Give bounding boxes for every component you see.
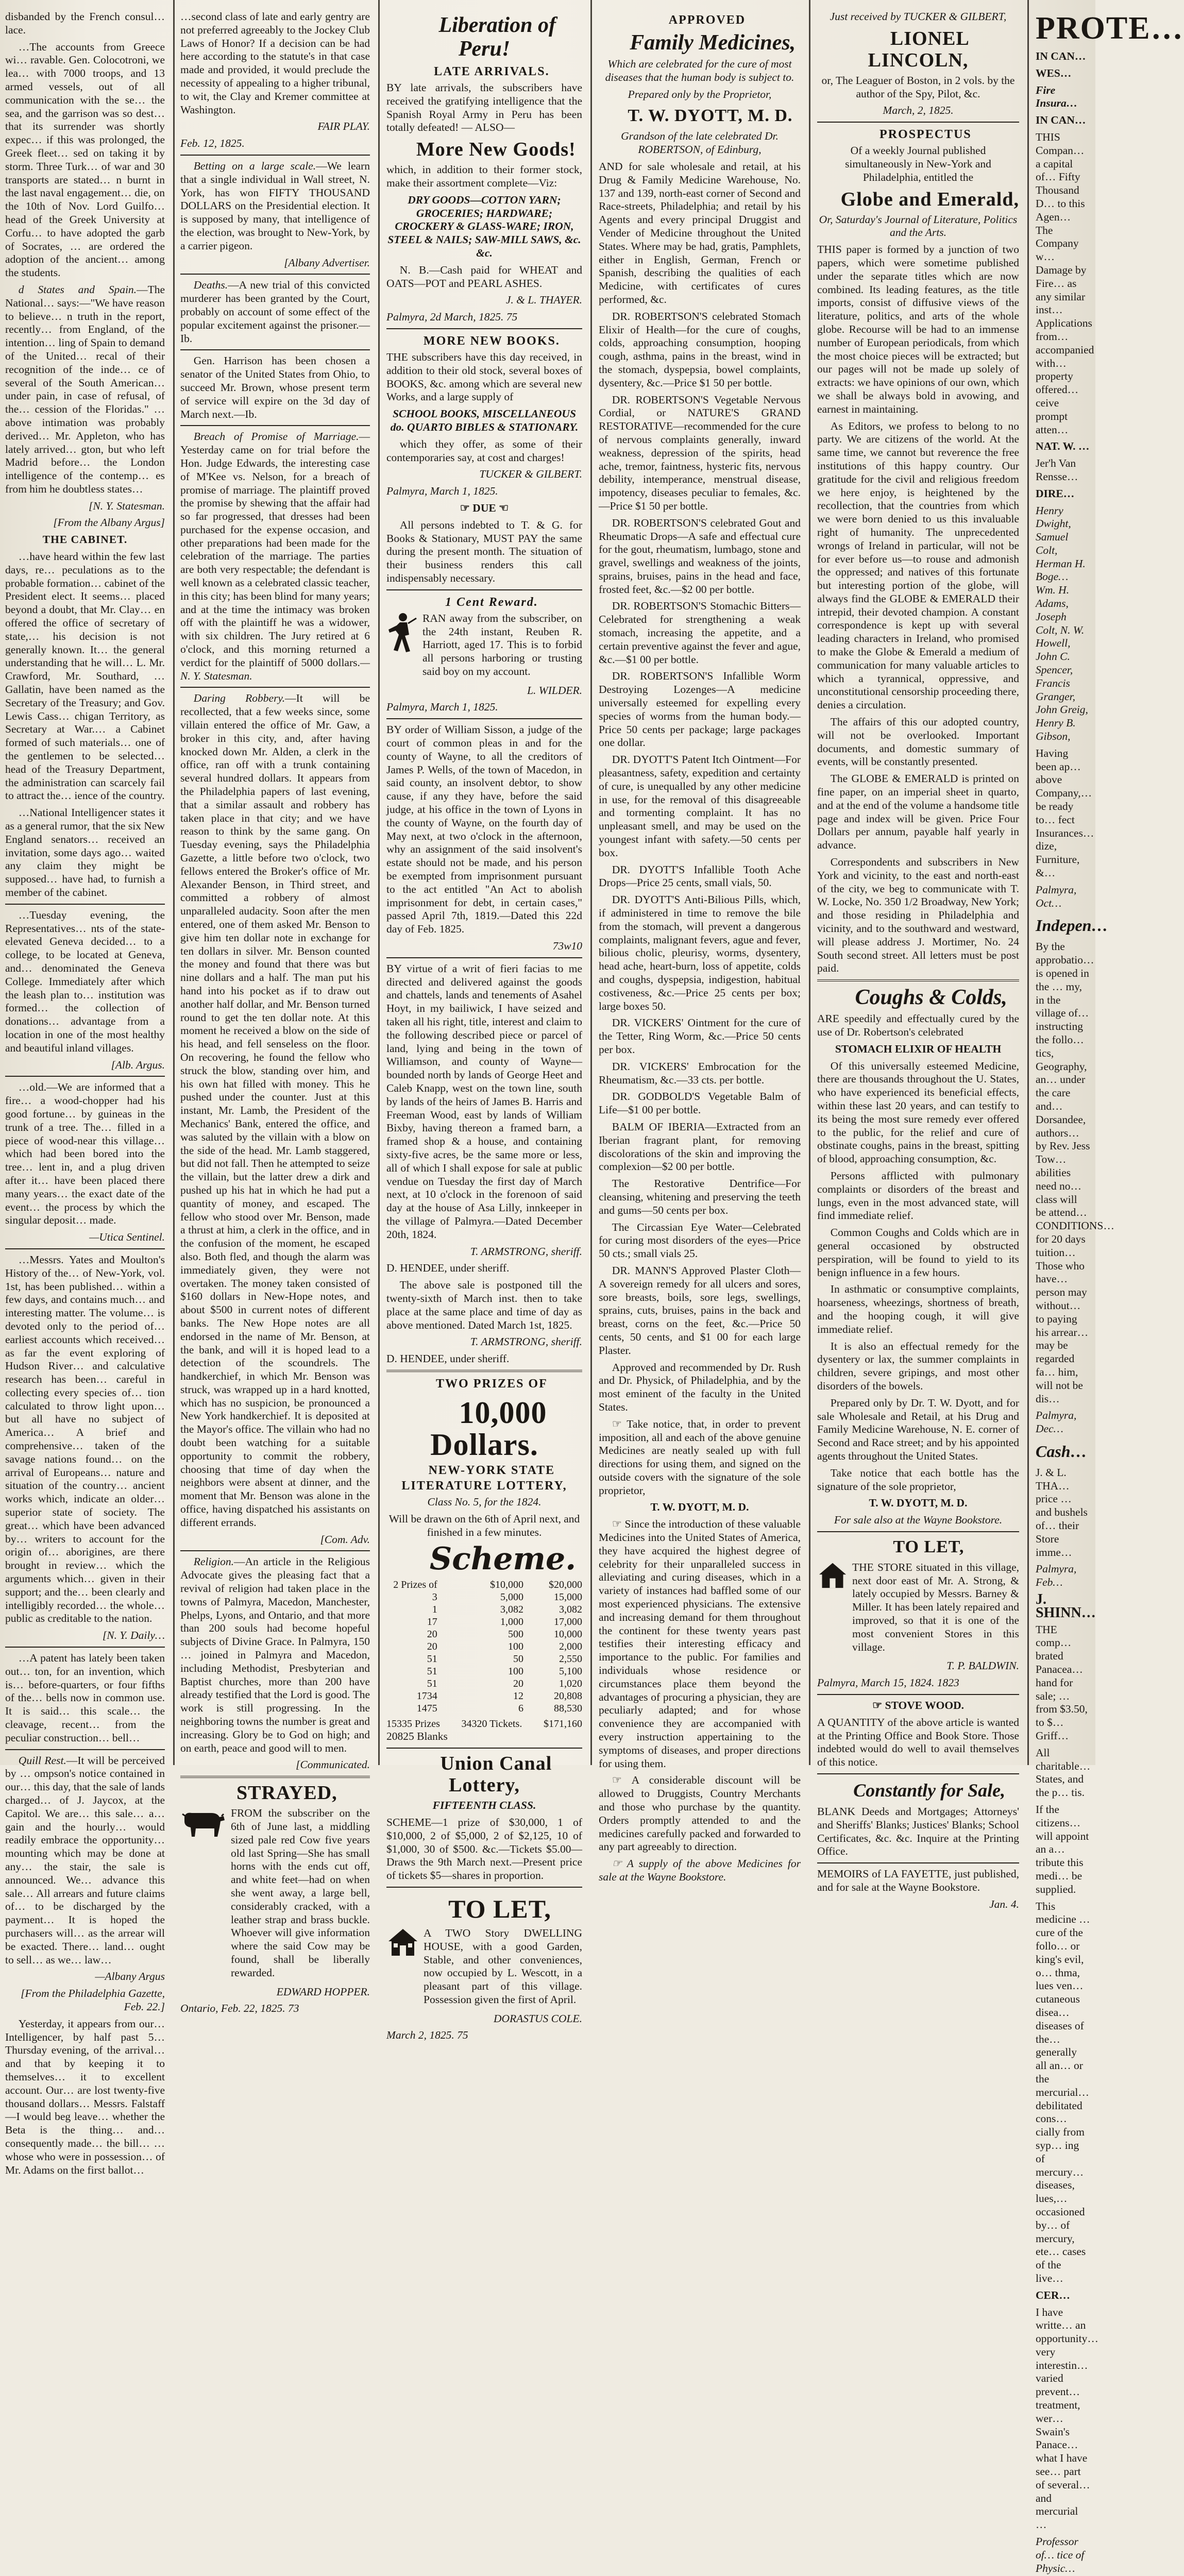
- scheme-count: 3: [432, 1591, 437, 1603]
- lottery-subheading: FIFTEENTH CLASS.: [432, 1799, 536, 1812]
- article-us-spain: [5, 283, 165, 496]
- separator: [180, 274, 370, 275]
- article-source: —N. Y. Statesman.: [180, 656, 370, 682]
- article-heading: Religion.: [193, 1555, 234, 1568]
- medicine-item: DR. DYOTT'S Anti-Bilious Pills, which, if administered in time to remove the bile from the stomach, will prevent a dangerous complaints, malignant fevers, ague and fever, bilious cholic, pleurisy, worms, dysentery, head ache, heart-burn, loss of appetite, colds and coughs, dyspepsia, indigestion, habitual costiveness, &c.—Price 25 cents per box; large boxes 50.: [599, 893, 801, 1012]
- scheme-prize: 5,000: [500, 1591, 523, 1603]
- ad-subheading: APPROVED: [668, 13, 746, 27]
- separator: [386, 1370, 582, 1372]
- scheme-amount: 5,100: [559, 1666, 582, 1677]
- article-source: [Alb. Argus.: [111, 1058, 165, 1071]
- ad-intro: Just received by TUCKER & GILBERT,: [830, 10, 1007, 23]
- separator: [386, 957, 582, 958]
- ad-heading: Coughs & Colds,: [855, 986, 1007, 1010]
- ad-fragment: CER…: [1036, 2289, 1070, 2301]
- article-geneva: …Tuesday evening, the Representatives… nts of the state-elevated Geneva decided… to a college, to be located at Geneva, and… denominated the Geneva College. Immediately after which the leash plan to… institution was formed… the collection of donations… advantage from a location in one of the most healthy and beautiful inland villages.: [5, 908, 165, 1054]
- ad-list: SCHOOL BOOKS, MISCELLANEOUS do. QUARTO BIBLES & STATIONARY.: [390, 408, 579, 433]
- ad-heading: TO LET,: [893, 1537, 965, 1556]
- scheme-count: 20: [427, 1629, 437, 1640]
- lottery-totals: [386, 1718, 582, 1730]
- notice-insolvent: BY order of William Sisson, a judge of the court of common pleas in and for the county of Wayne, to all the creditors of James P. Wells, of the town of Macedon, in said county, an insolvent debtor, to show cause, if any they have, before the said judge, at his office in the town of Lyons in the county of Wayne, on the fourth day of May next, at two o'clock in the afternoon, why an assignment of the said insolvent's estate should not be made, and his person be exempted from imprisonment pursuant to the act entitled "An Act to abolish imprisonment for debt, in certain cases," passed April 7th, 1819.—Dated this 22d day of Feb. 1825.: [386, 723, 582, 936]
- separator: [386, 718, 582, 719]
- article-greece: …The accounts from Greece wi… ravable. Gen. Colocotroni, we lea… with 7000 troops, and 13 armed vessels, out of all communication with the se… the sea, and the garrison was so dest… that its surrender was shortly expec… if this was prolonged, the Greek fleet… sed on taking it by storm. Three Turk… of war and 30 transports are stated… n burnt in the last naval engagement… die, on the 10th of Nov. Lord Guilfo… head of the Greek University at Corfu… to have adopted the garb of Socrates, … are ordered the adoption of the ancient… among the students.: [5, 40, 165, 279]
- ad-notice: ☞ A supply of the above Medicines for sale at the Wayne Bookstore.: [599, 1857, 801, 1883]
- medicine-item: DR. GODBOLD'S Vegetable Balm of Life—$1 00 per bottle.: [599, 1090, 801, 1116]
- ad-heading: LIONEL LINCOLN,: [868, 27, 970, 71]
- scheme-row: [386, 1702, 582, 1715]
- ad-reward: [386, 612, 582, 682]
- ad-date: [180, 2002, 370, 2015]
- ad-text: Persons afflicted with pulmonary complaints or disorders of the breast and lungs, even in the most advanced state, will find immediate relief.: [817, 1169, 1019, 1222]
- ad-heading: TO LET,: [448, 1894, 551, 1923]
- ad-fragment: IN CAN…: [1036, 50, 1086, 62]
- separator: [817, 979, 1019, 981]
- medicine-item: DR. ROBERTSON'S Vegetable Nervous Cordial, or NATURE'S GRAND RESTORATIVE—recommended for the cure of nervous complaints generally, inward weakness, depression of the spirits, head ache, tremor, faintness, hysteric fits, nervous debility, intemperance, menstrual disease, impotency, diseases peculiar to females, &c.—Price $1 50 per bottle.: [599, 393, 801, 512]
- ad-text: MEMOIRS of LA FAYETTE, just published, and for sale at the Wayne Bookstore.: [817, 1868, 1019, 1894]
- article-text: —We learn that a single individual in Wall street, N. York, has won FIFTY THOUSAND DOLLARS on the Presidential election. It is supposed by many, that intelligence of the election, was brought to New-York, by a carrier pigeon.: [180, 159, 370, 252]
- column-3: [381, 10, 587, 2042]
- ad-fragment: Jer'h Van Rensse…: [1036, 457, 1078, 483]
- article-source: [Albany Advertiser.: [284, 256, 370, 269]
- cow-icon: [180, 1807, 227, 1842]
- separator: [386, 328, 582, 329]
- ad-heading: STRAYED,: [236, 1782, 337, 1804]
- scheme-row: [386, 1616, 582, 1628]
- separator: [5, 1076, 165, 1077]
- notice-signature: D. HENDEE, under sheriff.: [386, 1262, 510, 1275]
- scheme-amount: 10,000: [553, 1629, 582, 1640]
- lottery-scheme-table: [386, 1579, 582, 1715]
- notice-text: The above sale is postponed till the twenty-sixth of March inst. then to take place at the same place and time of day as above mentioned. Dated March 1st, 1825.: [386, 1279, 582, 1331]
- article-heading: Breach of Promise of Marriage.: [193, 430, 359, 443]
- ad-fragment: J. SHINN…: [1036, 1591, 1096, 1621]
- article-intelligencer: …National Intelligencer states it as a general rumor, that the six New England senators… received an invitation, some days ago… waited any claim they might be supposed… have had, to furnish a member of the cabinet.: [5, 806, 165, 899]
- ad-text: which, in addition to their former stock, make their assortment complete—Viz:: [386, 163, 582, 189]
- medicine-item: DR. VICKERS' Ointment for the cure of the Tetter, Ring Worm, &c.—Price 50 cents per box.: [599, 1016, 801, 1056]
- ad-fragment: DIRE…: [1036, 487, 1075, 500]
- ad-text: BLANK Deeds and Mortgages; Attorneys' and Sheriffs' Blanks; Justices' Blanks; School Certificates, &c. &c. Inquire at the Printing Office.: [817, 1805, 1019, 1858]
- article-source: [N. Y. Statesman.: [89, 499, 165, 512]
- scheme-row: [386, 1665, 582, 1677]
- ad-fragment: I have writte… an opportunity… very interestin… varied prevent… treatment, wer… Swain's Panace… what I have see… part of several… and mercurial …: [1036, 2306, 1098, 2531]
- scheme-row: [386, 1579, 582, 1591]
- scheme-amount: 20,808: [553, 1690, 582, 1702]
- lottery-text: SCHEME—1 prize of $30,000, 1 of $10,000, 2 of $5,000, 2 of $2,125, 10 of $1,000, 30 of $500. &c.—Tickets $5.00—Draws the 9th March next.—Present price of tickets $5—shares in proportion.: [386, 1816, 582, 1882]
- article-source: [Com. Adv.: [320, 1533, 370, 1546]
- ad-text: Common Coughs and Colds which are in general occasioned by obstructed perspiration, will be found to yield to its benign influence in a few hours.: [817, 1226, 1019, 1279]
- ad-signature: L. WILDER.: [527, 684, 582, 697]
- article-robbery: [180, 692, 370, 1529]
- lottery-class: Class No. 5, for the 1824.: [427, 1495, 542, 1508]
- ad-fragment: IN CAN…: [1036, 114, 1086, 127]
- separator: [817, 1531, 1019, 1532]
- ad-fragment: If the citizens… will appoint an a… tribute this medi… be supplied.: [1036, 1803, 1089, 1895]
- masthead-fragment: PROTE…: [1036, 11, 1184, 46]
- ad-date: Palmyra, March 1, 1825.: [386, 485, 498, 498]
- ad-heading: More New Goods!: [416, 139, 576, 161]
- separator: [180, 425, 370, 426]
- ad-intro: Grandson of the late celebrated Dr. ROBERTSON, of Edinburg,: [621, 130, 779, 156]
- separator: [817, 1694, 1019, 1695]
- article-source: [N. Y. Daily…: [102, 1629, 165, 1642]
- ad-heading: Globe and Emerald,: [840, 188, 1019, 210]
- notice-code: 73w10: [552, 940, 582, 953]
- ad-text: The GLOBE & EMERALD is printed on fine paper, on an imperial sheet in quarto, and at the end of the volume a handsome title page and index will be given. Price Four Dollars per annum, payable half yearly in advance.: [817, 772, 1019, 852]
- ad-fragment: Henry Dwight, Samuel Colt, Herman H. Boge… Wm. H. Adams, Joseph Colt, N. W. Howell, John C. Spencer, Francis Granger, John Greig, Henry B. Gibson,: [1036, 504, 1088, 743]
- ad-text: or, The Leaguer of Boston, in 2 vols. by the author of the Spy, Pilot, &c.: [821, 74, 1015, 100]
- medicine-item: DR. DYOTT'S Patent Itch Ointment—For pleasantness, safety, expedition and certainty of cure, is unequalled by any other medicine in use, for the removal of this disagreeable and tormenting complaint. It has no unpleasant smell, and may be used on the youngest infant with safety.—50 cents per box.: [599, 753, 801, 859]
- scheme-count: 51: [427, 1666, 437, 1677]
- scheme-row: [386, 1640, 582, 1653]
- scheme-row: [386, 1603, 582, 1616]
- medicine-item: BALM OF IBERIA—Extracted from an Iberian fragrant plant, for removing discolorations of the skin and improving the complexion—$2 00 per bottle.: [599, 1120, 801, 1173]
- scheme-row: [386, 1628, 582, 1640]
- article-quill: [5, 1754, 165, 1967]
- scheme-count: 1475: [416, 1703, 437, 1715]
- column-1: [0, 10, 170, 2176]
- ad-fragment: Palmyra, Feb…: [1036, 1563, 1077, 1589]
- lottery-text: Will be drawn on the 6th of April next, and finished in a few minutes.: [388, 1512, 580, 1538]
- lottery-heading: Union Canal Lottery,: [440, 1753, 552, 1797]
- column-rule: [1027, 0, 1029, 1765]
- medicine-item: DR. ROBERTSON'S celebrated Stomach Elixir of Health—for the cure of coughs, colds, approaching consumption, hooping cough, asthma, pains in the breast, wind in the stomach, dyspepsia, bowel complaints, dysentery, &c.—Price $1 50 per bottle.: [599, 310, 801, 389]
- ad-text: A QUANTITY of the above article is wanted at the Printing Office and Book Store. Those indebted would do well to avail themselves of this notice.: [817, 1716, 1019, 1769]
- ad-date: Jan. 4.: [989, 1897, 1019, 1910]
- ad-text: Of this universally esteemed Medicine, there are thousands throughout the U. States, who have experienced its beneficial effects, within these last 20 years, and can testify to its being the most sure remedy ever offered to the public, for the relief and cure of obstinate coughs, pains in the breast, spitting of blood, approaching consumption, &c.: [817, 1059, 1019, 1165]
- ad-heading: Family Medicines,: [630, 31, 796, 55]
- notice-sheriff-sale: BY virtue of a writ of fieri facias to me directed and delivered against the goods and chattels, lands and tenements of Asahel Hoyt, in my bailiwick, I have seized and taken all his right, title, interest and claim to the following described piece or parcel of land, lying and being in the town of Williamson, and county of Wayne—bounded north by lands of George Heet and Caleb Knapp, west on the town line, south by lands of the heirs of James B. Harris and Freeman Wood, east by lands of William Bixby, having thereon a framed barn, a framed shop & a house, and containing sixty-five acres, be the same more or less, all of which I shall expose for sale at public vendue on Tuesday the first day of March next, at 10 o'clock in the forenoon of said day at the house of Asa Lilly, innkeeper in the village of Palmyra.—Dated December 20th, 1824.: [386, 962, 582, 1241]
- house-icon: [386, 1927, 419, 1960]
- notice-signature: T. ARMSTRONG, sheriff.: [470, 1335, 582, 1348]
- article-text: —A new trial of this convicted murderer has been granted by the Court, probably on account of some effect of the popular excitement against the prisoner.—Ib.: [180, 279, 370, 345]
- ad-list: DRY GOODS—COTTON YARN; GROCERIES; HARDWARE; CROCKERY & GLASS-WARE; IRON, STEEL & NAILS; SAW-MILL SAWS, &c. &c.: [387, 193, 581, 259]
- medicine-item: DR. ROBERTSON'S Infallible Worm Destroying Lozenges—A medicine universally esteemed for expelling every species of worms from the human body.—Price 50 cents per package; large packages one dollar.: [599, 670, 801, 749]
- column-rule: [378, 0, 380, 1765]
- article-heading: Betting on a large scale.: [193, 159, 316, 172]
- separator: [5, 1248, 165, 1249]
- article-philadelphia: Yesterday, it appears from our… Intelligencer, by half past 5… Thursday evening, of the arrival… and that by keeping it to themselves… it to excellent account. Our… are lost twenty-five thousand dollars… Messrs. Falstaff—I would beg leave… whether the Beta is the thing… and… consequently made… the bill… …whose who were in possession… of Mr. Adams on the first ballot…: [5, 2017, 165, 2176]
- scheme-row: [386, 1591, 582, 1603]
- ad-date-text: Palmyra, 2d March, 1825.: [386, 311, 504, 324]
- article-signature: FAIR PLAY.: [317, 120, 370, 133]
- lottery-tickets: 34320 Tickets.: [461, 1718, 522, 1730]
- article-text: —It will be perceived by … ompson's notice contained in our… this day, that the sale of lands charged… of J. Jaycox, at the Capitol. We are… this sale… a… gain and the hourly… would readily embrace the opportunity… mounting which may be done at any… the stair, the sale is announced. We… advance this sale… All arrears and future claims of… to be discharged by the payment… It is hoped the purchasers will… as the arrear will be exacted. There… land… ought to sell… as we… law…: [5, 1754, 165, 1966]
- lottery-subheading: NEW-YORK STATE LITERATURE LOTTERY,: [401, 1463, 567, 1493]
- lottery-subheading: TWO PRIZES OF: [436, 1377, 548, 1391]
- scheme-amount: 88,530: [553, 1703, 582, 1715]
- ad-fragment: Cash…: [1036, 1442, 1087, 1461]
- article-source: [From the Philadelphia Gazette, Feb. 22.]: [21, 1987, 165, 2013]
- ad-text: RAN away from the subscriber, on the 24th instant, Reuben R. Harriott, aged 17. This is to forbid all persons harboring or trusting said boy on my account.: [422, 612, 582, 677]
- medicine-item: DR. DYOTT'S Infallible Tooth Ache Drops—Price 25 cents, small vials, 50.: [599, 863, 801, 889]
- ad-text: which they offer, as some of their contemporaries say, at cost and charges!: [386, 437, 582, 464]
- scheme-count: 2 Prizes of: [393, 1579, 437, 1591]
- ad-date: March, 2, 1825.: [883, 104, 954, 117]
- notice-signature: T. ARMSTRONG, sheriff.: [470, 1245, 582, 1258]
- article-history: …Messrs. Yates and Moulton's History of the… of New-York, vol. 1st, has been published… within a few days, and contains much… and interesting matter. The volume… is devoted only to the period of… earliest accounts which received… as far the event exploring of Hudson River… and calculative research has been… careful in collecting every species of… tion calculated to throw light upon… but all have no subject of America… A brief and comprehensive… taken of the savage nations found… on the arrival of Europeans… nature and situation of the country… ancient works which, indicate an older… superior state of society. The great… which have been advanced by… writers to account for the origin of… aborigines, are there brought in review… which the arguments which… given in their support; and the… been clearly and intelligibly recorded… the whole… public as creditable to the nation.: [5, 1253, 165, 1625]
- article-religion: [180, 1555, 370, 1755]
- scheme-amount: 15,000: [553, 1591, 582, 1603]
- ad-subheading: LATE ARRIVALS.: [434, 65, 550, 78]
- ad-text: Take notice that each bottle has the signature of the sole proprietor,: [817, 1466, 1019, 1493]
- article-heading: Quill Rest.: [18, 1754, 66, 1767]
- ad-code: 1823: [937, 1676, 959, 1689]
- ad-intro: Of a weekly Journal published simultaneously in New-York and Philadelphia, entitled the: [845, 144, 991, 183]
- ad-text: Correspondents and subscribers in New York and vicinity, to the east and north-east of the city, we beg to communicate with T. W. Locke, No. 350 1/2 Broadway, New York; and those residing in Philadelphia and vicinity, and to the southward and westward, will please address J. Mortimer, No. 24 South second street. All letters must be post paid.: [817, 856, 1019, 975]
- separator: [817, 122, 1019, 123]
- scheme-amount: 1,020: [559, 1678, 582, 1690]
- article-heading: THE CABINET.: [42, 533, 128, 546]
- scheme-prize: 12: [513, 1690, 523, 1702]
- ad-notice: ☞ A considerable discount will be allowed to Druggists, Country Merchants and those who purchase by the quantity. Orders promptly attended to and the medicines carefully packed and forwarded to any part agreeably to direction.: [599, 1774, 801, 1853]
- scheme-prize: 50: [513, 1653, 523, 1665]
- scheme-prize: 20: [513, 1678, 523, 1690]
- ad-subheading: PROSPECTUS: [879, 128, 972, 142]
- scheme-row: [386, 1653, 582, 1665]
- separator: [5, 1749, 165, 1750]
- ad-date-text: Ontario, Feb. 22, 1825.: [180, 2002, 285, 2015]
- scheme-amount: 2,550: [559, 1653, 582, 1665]
- article-harrison: Gen. Harrison has been chosen a senator of the United States from Ohio, to succeed Mr. Brown, whose present term of service will expire on the 3d day of March next.—Ib.: [180, 354, 370, 420]
- scheme-prize: 3,082: [500, 1604, 523, 1616]
- column-5: [812, 10, 1024, 1910]
- column-2: [175, 10, 375, 2015]
- lottery-scheme-heading: Scheme.: [429, 1541, 577, 1578]
- article-source: [Communicated.: [296, 1758, 370, 1771]
- separator: [180, 1550, 370, 1551]
- lottery-total: $171,160: [543, 1718, 582, 1730]
- notice-signature: D. HENDEE, under sheriff.: [386, 1352, 510, 1365]
- column-rule: [590, 0, 592, 1765]
- ad-heading: Constantly for Sale,: [853, 1780, 1006, 1801]
- ad-heading: MORE NEW BOOKS.: [423, 334, 560, 348]
- separator: [386, 1887, 582, 1888]
- article-deaths: [180, 279, 370, 345]
- ad-text: Prepared only by Dr. T. W. Dyott, and for sale Wholesale and Retail, at his Drug and Family Medicine Warehouse, N. E. corner of Second and Race street; and by his appointed agents throughout the United States.: [817, 1396, 1019, 1462]
- ad-fragment: Having been ap… above Company,… be ready to… fect Insurances… dize, Furniture, &…: [1036, 747, 1094, 879]
- scheme-prize: 100: [508, 1641, 523, 1653]
- ad-text: AND for sale wholesale and retail, at his Drug & Family Medicine Warehouse, No. 137 and 139, north-east corner of Second and Race-streets, Philadelphia; and retail by his Agents and every principal Druggist and Vender of Medicine throughout the United States. Where may be had, gratis, Pamphlets, either in English, German, French or Spanish, describing the qualities of each Medicine, with certificates of cures performed, &c.: [599, 160, 801, 306]
- article-date: Feb. 12, 1825.: [180, 137, 245, 150]
- scheme-count: 17: [427, 1616, 437, 1628]
- ad-text: THE STORE situated in this village, next door east of Mr. A. Strong, & lately occupied by Messrs. Barney & Miller. It has been lately repaired and improved, so that it is one of the most convenient Stores in this village.: [852, 1561, 1019, 1653]
- scheme-prize: 500: [508, 1629, 523, 1640]
- article-text: —The National… says:—"We have reason to believe… n truth in the report, recently… from England, of the intention… ling of Spain to demand of the United… recal of their recognition of the inde… ce of several of the South American… under pain, in case of refusal, of the… cession of the Floridas." … above intimation was probably derived… Mr. Appleton, who has lately arrived… gton, but who left Madrid before… the London intelligence of the contemp… es from him he doubtless states…: [5, 283, 165, 495]
- scheme-row: [386, 1677, 582, 1690]
- column-4: [594, 10, 806, 1883]
- scheme-amount: 2,000: [559, 1641, 582, 1653]
- ad-text: THIS paper is formed by a junction of two papers, which were sometime published under the separate titles which are now combined. Its leading features, as the title imports, consist of diffusive views of the literature, politics, and arts of the whole globe. Recourse will be had to an immense number of European periodicals, from which the most choice pieces will be extracted; but our pages will not be made up solely of extracts: we have opinions of our own, which we shall be always bold in avowing, and earnest in maintaining.: [817, 243, 1019, 415]
- ad-fragment: Fire Insura…: [1036, 83, 1078, 110]
- ad-text: Approved and recommended by Dr. Rush and Dr. Physick, of Philadelphia, and by the most eminent of the faculty in the United States.: [599, 1361, 801, 1413]
- ad-signature: T. W. DYOTT, M. D.: [869, 1497, 968, 1510]
- ad-signature: T. W. DYOTT, M. D.: [650, 1501, 749, 1514]
- ad-text: A TWO Story DWELLING HOUSE, with a good Garden, Stable, and other conveniences, now occupied by L. Wescott, in a pleasant part of this village. Possession given the first of April.: [424, 1926, 582, 2006]
- ad-fragment: All charitable… States, and the p… tis.: [1036, 1746, 1091, 1799]
- ad-text: In asthmatic or consumptive complaints, hoarseness, wheezings, shortness of breath, and the hooping cough, it will give immediate relief.: [817, 1283, 1019, 1335]
- ad-fragment: Palmyra, Oct…: [1036, 883, 1077, 909]
- column-rule: [173, 0, 175, 1765]
- ad-code: 75: [457, 2029, 468, 2042]
- article-betting: [180, 160, 370, 253]
- scheme-count: 51: [427, 1678, 437, 1690]
- ad-intro: Which are celebrated for the cure of most diseases that the human body is subject to.: [605, 58, 794, 83]
- ad-heading: ☞ STOVE WOOD.: [872, 1699, 964, 1712]
- separator: [817, 1773, 1019, 1774]
- separator: [817, 1862, 1019, 1863]
- ad-store-to-let: [817, 1561, 1019, 1658]
- separator: [180, 687, 370, 688]
- separator: [180, 349, 370, 350]
- ad-text: The affairs of this our adopted country, will not be overlooked. Important documents, and domestic summary of events, will be constantly presented.: [817, 716, 1019, 768]
- ad-text: As Editors, we profess to belong to no party. We are citizens of the world. At the same time, we cannot but reverence the free institutions of this happy country. Our gratitude for the civil and religious freedom we here enjoy, is heightened by the recollection, that the countries from which we were born denied to us this invaluable right of humanity. The unprecedented wrongs of Ireland in particular, will not be for ever before us—to rouse and admonish the oppressed; and natives of this fortunate but interesting portion of the globe, will always find the GLOBE & EMERALD their intrepid, their devoted champion. A constant correspondence is kept up with several leading characters in Ireland, who promised to make the Globe & Emerald a medium of communication for many valuable articles to which a tyrannical, oppressive, and unconstitutional censorship proceeding there, denies a circulation.: [817, 419, 1019, 711]
- article-cabinet: …have heard within the few last days, re… peculations as to the probable formation… cabinet of the President elect. It seems… placed beyond a doubt, that Mr. Clay… en offered the office of secretary of state,… his decision is not generally known. It… the general understanding that he will… L. Mr. Crawford, Mr. Southard, … Gallatin, have been named as the Secretary of the Treasury; and Gov. Lewis Cass… chigan Territory, as Secretary at War.… a Cabinet formed of such materials… one of the gentlemen to be selected… head of the Treasury Department, the administration can scarcely fail to attract the… ience of the country.: [5, 550, 165, 802]
- ad-fragment: Indepen…: [1036, 916, 1108, 935]
- article-heading: d States and Spain.: [18, 283, 137, 296]
- article-source: —Albany Argus: [95, 1970, 165, 1983]
- medicine-item: DR. MANN'S Approved Plaster Cloth—A sovereign remedy for all ulcers and sores, sore breasts, boils, sore legs, swellings, sprains, cuts, bruises, pains in the back and breast, corns on the feet, &c.—Price 50 cents, 50 cents, and $1 00 for each large Plaster.: [599, 1264, 801, 1357]
- ad-heading: 1 Cent Reward.: [445, 595, 538, 609]
- house-icon: [817, 1561, 848, 1592]
- lottery-blanks: 20825 Blanks: [386, 1730, 448, 1743]
- column-rule: [809, 0, 810, 1765]
- medicine-item: The Circassian Eye Water—Celebrated for curing most disorders of the eyes—Price 50 cts.; small vials 25.: [599, 1221, 801, 1260]
- ad-fragment: NAT. W. …: [1036, 440, 1090, 453]
- ad-subheading: Or, Saturday's Journal of Literature, Politics and the Arts.: [819, 213, 1018, 239]
- article-source: [From the Albany Argus]: [53, 516, 165, 529]
- article-text: disbanded by the French consul… lace.: [5, 10, 165, 36]
- ad-date: Palmyra, March 1, 1825.: [386, 701, 498, 714]
- article-text: —It will be recollected, that a few weeks since, some villain entered the office of Mr. Gaw, a broker in this city, and, after having knocked down Mr. Alden, a clerk in the office, ran off with a trunk containing several hundred dollars. It appears from the Philadelphia papers of last evening, that a similar assault and robbery has taken place in that city; and we have reason to think by the same gang. On Tuesday evening, says the Philadelphia Gazette, a little before two o'clock, two fellows entered the Broker's office of Mr. Alexander Benson, in Third street, and committed a robbery of almost unparalleled audacity. Soon after the men entered, one of them asked Mr. Benson to give him ten dollar note in exchange for ten dollars in silver. Mr. Benson counted the money and found that there was but nine dollars and a half. The man put his hand into his pocket as if to draw out another half dollar, and Mr. Benson turned round to get the ten dollar note. At this moment he received a blow on the side of his head, and fell senseless on the floor. On recovering, he found the fellow who struck the blow, standing over him, and his own hat filled with money. This he pushed under the counter. Just at this instant, Mr. Lamb, the President of the Mechanics' Bank, entered the office, and was saluted by the villain with a blow on the side of the head. Mr. Lamb staggered, but did not fall. Then he attempted to seize the villain, but the latter drew a dirk and pushed up his hat in which he had put a quantity of money, and escaped. The fellow who stood over Mr. Benson, made a thrust at him, a clerk in the office, and in the confusion of the moment, he escaped also. Both fled, and though the alarm was immediately given, they were not overtaken. The money taken consisted of $160 dollars in New-Hope notes, and about $500 in current notes of different banks. The New Hope notes are all endorsed in the name of Mr. Benson, at the bank, and will it is hoped lead to a detection of the scoundrels. The handkerchief, in which Mr. Benson was struck, was wrapped up in a hard knotted, which has no suspicion, be pronounced a New York handkerchief. It is deposited at the Mayor's office. The villain who had no doubt been watching for a suitable opportunity to commit the robbery, choosing that time of day when the neighbors were absent at dinner, and the moment that Mr. Benson was alone in the office, having dispatched his assistants on different errands.: [180, 692, 370, 1529]
- column-6: [1030, 10, 1184, 2574]
- ad-strayed: [180, 1807, 370, 1983]
- article-text: —An article in the Religious Advocate gives the pleasing fact that a revival of religion had taken place in the towns of Palmyra, Macedon, Manchester, Phelps, Lyons, and Ontario, and that more than 200 souls had become hopeful subjects of Divine Grace. In Palmyra, 150 … joined in Palmyra and Macedon, including Methodist, Presbyterian and Baptist churches, more than 200 have already testified that the Lord is good. The work is still progressing. In the neighboring towns the number is great and increasing. Glory be to God on high; and on earth, peace and good will to men.: [180, 1555, 370, 1754]
- medicine-item: DR. ROBERTSON'S Stomachic Bitters—Celebrated for strengthening a weak stomach, increasing the appetite, and a certain preventive against the fever and ague, &c.—$1 00 per bottle.: [599, 600, 801, 666]
- scheme-count: 20: [427, 1641, 437, 1653]
- ad-signature: TUCKER & GILBERT.: [479, 468, 582, 481]
- ad-date: [386, 2029, 582, 2042]
- runaway-figure-icon: [386, 612, 418, 657]
- ad-date: [817, 1676, 1019, 1690]
- medicine-item: DR. ROBERTSON'S celebrated Gout and Rheumatic Drops—A safe and effectual cure for the gout, rheumatism, lumbago, stone and gravel, swellings and weakness of the joints, sprains, bruises, pains in the head and face, frosted feet, &c.—$2 00 per bottle.: [599, 516, 801, 596]
- ad-heading: ☞ DUE ☜: [460, 501, 509, 514]
- ad-code: 73: [288, 2002, 299, 2015]
- ad-date-text: March 2, 1825.: [386, 2029, 454, 2042]
- ad-text: N. B.—Cash paid for WHEAT and OATS—POT and PEARL ASHES.: [386, 263, 582, 290]
- ad-text: FROM the subscriber on the 6th of June last, a middling sized pale red Cow five years old last Spring—She has small horns with the ends cut off, and white feet—had on when she went away, a large bell, considerably cracked, with a leather strap and brass buckle. Whoever will give information where the said Cow may be found, shall be liberally rewarded.: [231, 1807, 370, 1979]
- scheme-amount: $20,000: [548, 1579, 582, 1591]
- ad-name: T. W. DYOTT, M. D.: [628, 106, 793, 126]
- scheme-prize: 6: [518, 1703, 523, 1715]
- ad-notice: ☞ Take notice, that, in order to prevent imposition, all and each of the above genuine Medicines are neatly sealed up with full directions for using them, and signed on the outside covers with the signature of the sole proprietor,: [599, 1417, 801, 1497]
- ad-signature: T. P. BALDWIN.: [946, 1659, 1019, 1672]
- ad-signature: EDWARD HOPPER.: [276, 1985, 370, 1998]
- ad-text: It is also an effectual remedy for the dysentery or lax, the summer complaints in children, severe gripings, and most other disorders of the bowels.: [817, 1340, 1019, 1392]
- separator: [5, 1647, 165, 1648]
- scheme-prize: $10,000: [489, 1579, 523, 1591]
- article-jockey: …second class of late and early gentry are not preferred agreeably to the Jockey Club Laws of Honor? If a decision can be had here according to the statute's in that case made and provided, it would preclude the necessity of appealing to a higher tribunal, to wit, the Clay and Kremer committee at Washington.: [180, 10, 370, 116]
- ad-name: STOMACH ELIXIR OF HEALTH: [835, 1042, 1002, 1055]
- ad-notice: ☞ Since the introduction of these valuable Medicines into the United States of America, they have acquired the highest degree of celebrity for their unparalleled success in alleviating and curing diseases, which in a variety of instances had baffled some of our most experienced physicians. The extensive and increasing demand for them throughout the continent for these twenty years past testifies their interesting efficacy and importance to the public. For families and individuals whose residence or circumstances place them beyond the advantages of procuring a physician, they are peculiarly adapted; and for whose convenience they are accompanied with every instruction appertaining to the symptoms of diseases, and proper directions for using them.: [599, 1518, 801, 1770]
- scheme-count: 51: [427, 1653, 437, 1665]
- ad-fragment: Professor of… tice of Physic…: [1036, 2535, 1085, 2574]
- lottery-prizes-count: 15335 Prizes: [386, 1718, 440, 1730]
- medicine-item: DR. VICKERS' Embrocation for the Rheumatism, &c.—33 cts. per bottle.: [599, 1060, 801, 1086]
- article-heading: Daring Robbery.: [193, 692, 285, 705]
- ad-to-let: [386, 1927, 582, 2010]
- ad-fragment: WES…: [1036, 66, 1072, 79]
- ad-fragment: THIS Compan… a capital of… Fifty Thousand D… to this Agen… The Company w… Damage by Fire… as any similar inst… Applications from… accompanied with… property offered… ceive prompt atten…: [1036, 130, 1094, 436]
- ad-signature: J. & L. THAYER.: [505, 294, 582, 307]
- separator: [180, 155, 370, 156]
- ad-text: THE subscribers have this day received, in addition to their old stock, several boxes of BOOKS, &c. among which are several new Works, and a large supply of: [386, 350, 582, 403]
- scheme-row: [386, 1690, 582, 1702]
- ad-text: All persons indebted to T. & G. for Books & Stationary, MUST PAY the same during the present month. The situation of their business renders this call indispensably necessary.: [386, 518, 582, 584]
- ad-notice: For sale also at the Wayne Bookstore.: [834, 1514, 1003, 1527]
- scheme-amount: 17,000: [553, 1616, 582, 1628]
- ad-fragment: This medicine … cure of the follo… or king's evil, o… thma, lues ven… cutaneous disea… diseases of the… generally all an… or the mercurial… debilitated cons… cially from syp… ing of mercury… diseases, lues,… occasioned by… of mercury, ete… cases of the live…: [1036, 1900, 1090, 2284]
- ad-intro: ARE speedily and effectually cured by the use of Dr. Robertson's celebrated: [817, 1012, 1019, 1038]
- article-text: —Yesterday came on for trial before the Hon. Judge Edwards, the interesting case of M'Kee vs. Nelson, for a breach of promise of marriage. The plaintiff proved the promise by shewing that the affair had so far progressed, that dresses had been purchased for the expense occasion, and other preparations had been made for the celebration of the marriage. The parties are both very respectable; the defendant is well known as a celebrated classic teacher, in this city; has been blind for many years; and at the time the intimacy was broken off with the plaintiff he was a widower, with six children. The Jury retired at 6 o'clock, and this morning returned a verdict for the plaintiff of 5000 dollars.: [180, 430, 370, 669]
- lottery-heading: 10,000 Dollars.: [430, 1395, 547, 1462]
- scheme-amount: 3,082: [559, 1604, 582, 1616]
- ad-fragment: By the approbatio… is opened in the … my, in the village of… instructing the follo… tics, Geography, an… under the care and… Dorsandee, authors… by Rev. Jess Tow… abilities need no… class will be attend… CONDITIONS… for 20 days tuition… Those who have… person may without… to paying his arrear… may be regarded fa… him, will not be dis…: [1036, 940, 1114, 1405]
- scheme-count: 1: [432, 1604, 437, 1616]
- ad-heading: Liberation of Peru!: [438, 13, 556, 61]
- scheme-count: 1734: [416, 1690, 437, 1702]
- ad-date-text: Palmyra, March 15, 1824.: [817, 1676, 935, 1689]
- ad-code: 75: [506, 311, 518, 324]
- article-breach: [180, 430, 370, 683]
- ad-fragment: THE comp… brated Panacea… hand for sale; … from $3.50, to $… Griff…: [1036, 1623, 1088, 1742]
- scheme-prize: 1,000: [500, 1616, 523, 1628]
- ad-signature: DORASTUS COLE.: [493, 2012, 582, 2025]
- medicine-item: The Restorative Dentrifice—For cleansing, whitening and preserving the teeth and gums—50 cents per box.: [599, 1177, 801, 1216]
- separator: [386, 1748, 582, 1749]
- article-gold: …old.—We are informed that a fire… a wood-chopper had his good fortune… by guineas in the trunk of a tree. The… filled in a piece of wood-near this village… which had been bored into the tree… lent in, and a plug driven after it… have been placed there many years… the exact date of the event… the process by which the singular deposit… made.: [5, 1081, 165, 1227]
- scheme-prize: 100: [508, 1666, 523, 1677]
- ad-fragment: J. & L. THA… price … and bushels of… their Store imme…: [1036, 1466, 1088, 1558]
- article-heading: Deaths.: [193, 279, 228, 292]
- ad-date: [386, 311, 582, 324]
- article-patent: …A patent has lately been taken out… ton, for an invention, which is… before-quarters, or four fifths of the… bells now in common use. It is said… this scale… the cleavage, recent… from the peculiar construction… bell…: [5, 1652, 165, 1744]
- separator: [386, 589, 582, 590]
- article-source: —Utica Sentinel.: [89, 1231, 165, 1244]
- separator: [180, 1776, 370, 1778]
- ad-intro: Prepared only by the Proprietor,: [628, 88, 772, 100]
- ad-text: BY late arrivals, the subscribers have received the gratifying intelligence that the Spanish Royal Army in Peru has been totally defeated! — ALSO—: [386, 81, 582, 134]
- ad-fragment: Palmyra, Dec…: [1036, 1409, 1077, 1435]
- separator: [5, 904, 165, 905]
